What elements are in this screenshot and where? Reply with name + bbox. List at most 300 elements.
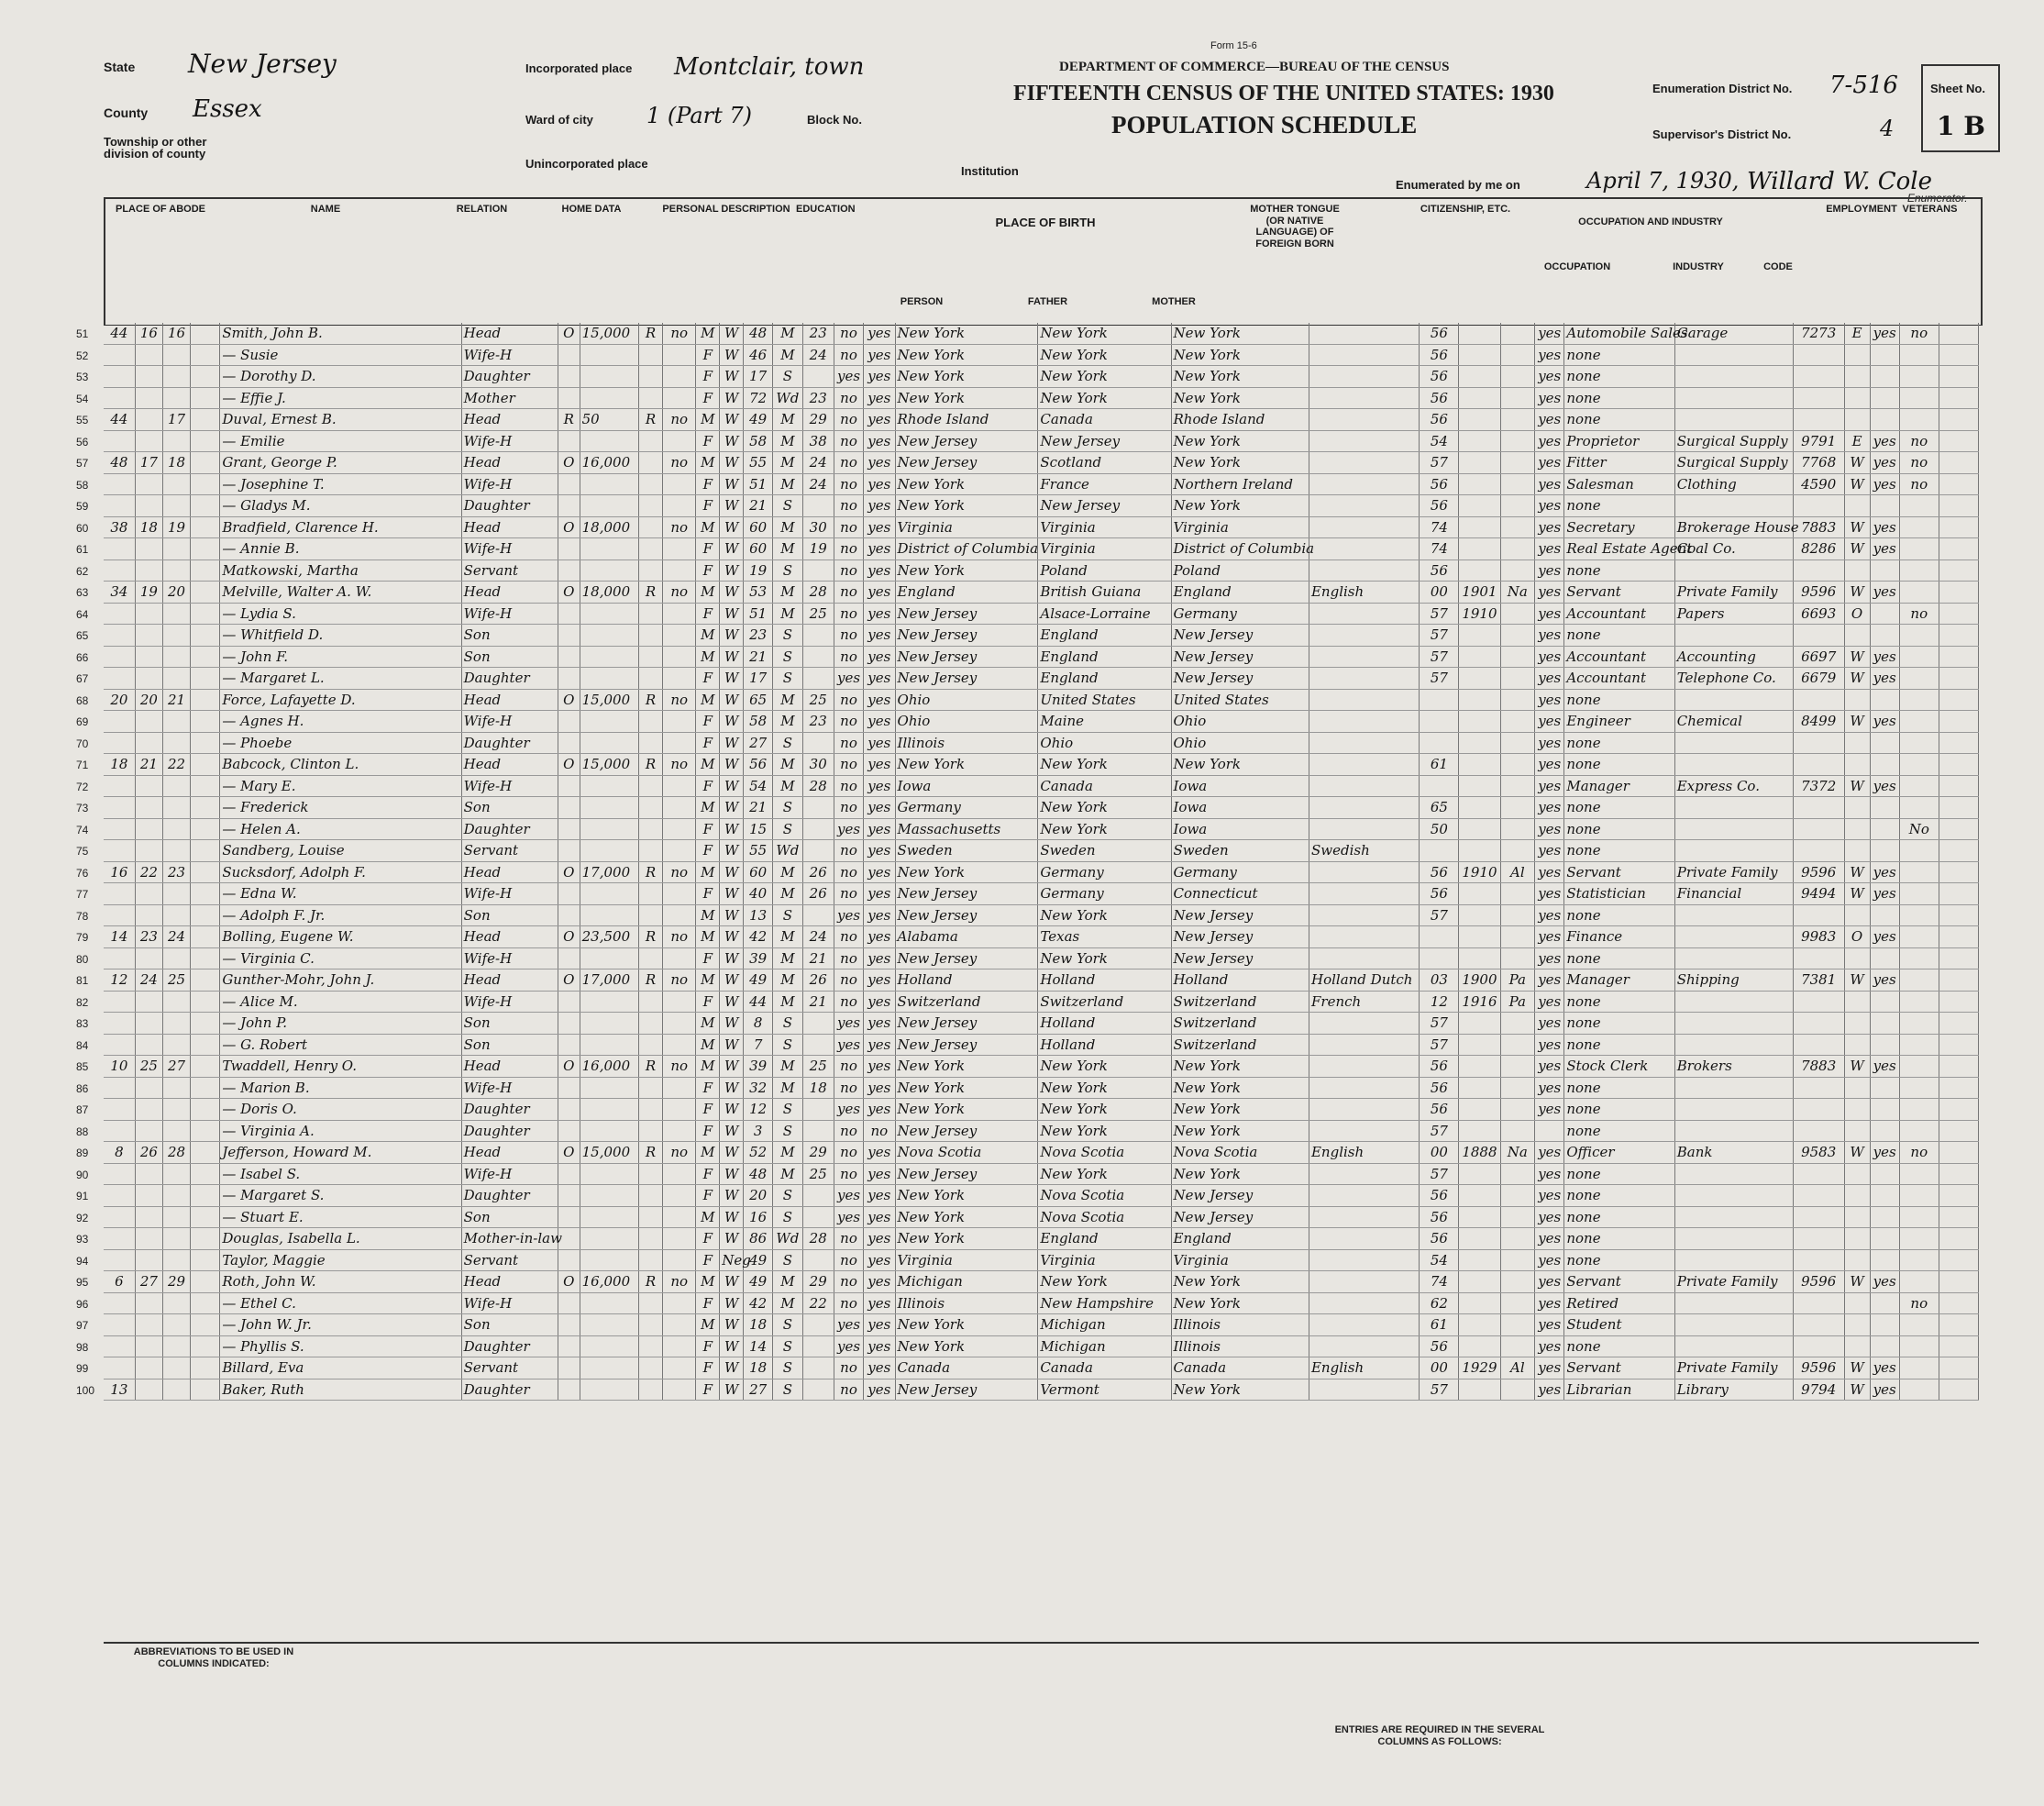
cell-tongue [1309,1120,1419,1142]
cell-val [580,1249,638,1271]
cell-ind: Surgical Supply [1674,430,1793,452]
cell-ms: M [773,1142,802,1164]
cell-age: 48 [744,1163,773,1185]
cell-sex: F [696,1335,720,1357]
cell-yimm [1459,560,1500,582]
cell-age: 58 [744,711,773,733]
cell-mpob: New York [1171,1120,1309,1142]
cell-ind: Express Co. [1674,775,1793,797]
cell-yimm [1459,840,1500,862]
cell-blank2 [1939,409,1978,431]
cell-dw [135,344,162,366]
cell-name: — Mary E. [220,775,461,797]
cell-dw: 19 [135,582,162,604]
cell-sex: M [696,646,720,668]
cell-st [104,473,135,495]
cell-val [580,1292,638,1314]
cell-dw [135,668,162,690]
cell-fpob: Germany [1038,861,1171,883]
cell-fam [162,1163,190,1185]
cell-eng: yes [1535,840,1564,862]
cell-name: Babcock, Clinton L. [220,754,461,776]
cell-oc [1793,560,1844,582]
cell-code [1420,711,1459,733]
cell-sex: M [696,452,720,474]
cell-mpob: New York [1171,1077,1309,1099]
table-row [104,904,1979,926]
cell-cw [1844,818,1870,840]
cell-st [104,538,135,560]
cell-vet [1899,969,1939,992]
cell-ms: S [773,495,802,517]
table-row [104,1142,1979,1164]
cell-ms: M [773,689,802,711]
cell-age: 21 [744,495,773,517]
cell-val [580,818,638,840]
cell-st: 44 [104,409,135,431]
cell-rel: Head [461,516,558,538]
cell-sch: no [834,452,863,474]
cell-ind [1674,991,1793,1013]
cell-ms: S [773,1120,802,1142]
cell-val [580,840,638,862]
cell-am [802,732,834,754]
cell-sex: M [696,409,720,431]
cell-radio [639,495,663,517]
cell-rd: yes [864,560,895,582]
cell-rel: Daughter [461,1185,558,1207]
cell-mpob: New York [1171,1056,1309,1078]
cell-age: 16 [744,1206,773,1228]
cell-st: 18 [104,754,135,776]
cell-yimm [1459,495,1500,517]
line-number: 68 [76,693,89,707]
cell-mpob: Rhode Island [1171,409,1309,431]
cell-age: 18 [744,1314,773,1336]
cell-mpob: New Jersey [1171,1206,1309,1228]
cell-rd: yes [864,797,895,819]
cell-eng: yes [1535,1379,1564,1401]
cell-emp: yes [1870,969,1899,992]
cell-farm [662,818,696,840]
cell-rd: yes [864,1185,895,1207]
cell-mpob: New York [1171,754,1309,776]
cell-farm [662,560,696,582]
cell-ms: S [773,1034,802,1056]
cell-radio [639,538,663,560]
cell-dw: 22 [135,861,162,883]
cell-occ: Officer [1564,1142,1674,1164]
cell-tongue [1309,883,1419,905]
cell-race: W [720,1163,744,1185]
cell-age: 27 [744,1379,773,1401]
line-number: 89 [76,1147,89,1159]
cell-dw [135,775,162,797]
cell-cw: W [1844,883,1870,905]
cell-emp: yes [1870,668,1899,690]
cell-code: 56 [1420,366,1459,388]
cell-oc: 4590 [1793,473,1844,495]
cell-blank2 [1939,1185,1978,1207]
cell-name: — Gladys M. [220,495,461,517]
cell-rd: yes [864,625,895,647]
cell-fpob: Germany [1038,883,1171,905]
cell-tongue [1309,560,1419,582]
cell-vet [1899,861,1939,883]
cell-vet [1899,775,1939,797]
cell-am: 26 [802,861,834,883]
cell-blank2 [1939,495,1978,517]
cell-race: W [720,1357,744,1379]
cell-nat [1500,560,1535,582]
cell-mpob: Canada [1171,1357,1309,1379]
cell-am [802,818,834,840]
cell-cw [1844,754,1870,776]
table-row [104,732,1979,754]
cell-fpob: New York [1038,344,1171,366]
cell-pob: Iowa [895,775,1038,797]
cell-eng: yes [1535,969,1564,992]
cell-ms: Wd [773,840,802,862]
cell-ms: M [773,323,802,344]
cell-fam [162,1034,190,1056]
cell-oc: 9983 [1793,926,1844,948]
cell-blank [191,582,220,604]
enum-district-label: Enumeration District No. [1652,82,1793,95]
cell-blank2 [1939,1120,1978,1142]
cell-ten [558,818,580,840]
cell-name: — Dorothy D. [220,366,461,388]
line-number: 91 [76,1190,89,1202]
cell-occ: none [1564,1335,1674,1357]
cell-am: 25 [802,689,834,711]
county-value: Essex [193,95,262,123]
cell-farm [662,1120,696,1142]
cell-oc [1793,732,1844,754]
cell-rel: Head [461,689,558,711]
cell-am: 29 [802,1271,834,1293]
cell-sch: no [834,516,863,538]
table-row [104,969,1979,992]
cell-radio [639,452,663,474]
cell-radio [639,1120,663,1142]
cell-sch: no [834,495,863,517]
cell-occ: none [1564,1013,1674,1035]
cell-rd: yes [864,1206,895,1228]
cell-ind [1674,625,1793,647]
cell-rd: yes [864,473,895,495]
cell-tongue [1309,926,1419,948]
cell-blank2 [1939,560,1978,582]
cell-code: 00 [1420,1357,1459,1379]
cell-tongue [1309,344,1419,366]
cell-radio [639,1249,663,1271]
cell-yimm: 1900 [1459,969,1500,992]
cell-race: Neg [720,1249,744,1271]
cell-nat: Al [1500,861,1535,883]
cell-st: 13 [104,1379,135,1401]
cell-dw [135,625,162,647]
cell-radio [639,1206,663,1228]
cell-sch: no [834,754,863,776]
table-row [104,991,1979,1013]
cell-rd: yes [864,495,895,517]
cell-eng: yes [1535,538,1564,560]
table-row [104,1335,1979,1357]
cell-pob: New Jersey [895,1163,1038,1185]
cell-age: 60 [744,516,773,538]
cell-sex: M [696,689,720,711]
cell-farm [662,646,696,668]
cell-occ: Salesman [1564,473,1674,495]
cell-occ: none [1564,818,1674,840]
cell-code: 56 [1420,1185,1459,1207]
cell-cw: W [1844,1357,1870,1379]
cell-cw: W [1844,711,1870,733]
cell-radio [639,991,663,1013]
cell-cw: W [1844,1142,1870,1164]
cell-tongue [1309,387,1419,409]
cell-sex: F [696,495,720,517]
cell-mpob: Switzerland [1171,1034,1309,1056]
cell-fpob: Ohio [1038,732,1171,754]
cell-age: 65 [744,689,773,711]
cell-farm [662,344,696,366]
cell-tongue [1309,861,1419,883]
table-row [104,560,1979,582]
cell-ten [558,625,580,647]
cell-occ: none [1564,1099,1674,1121]
cell-yimm [1459,732,1500,754]
cell-vet: no [1899,1142,1939,1164]
cell-yimm [1459,904,1500,926]
cell-age: 49 [744,409,773,431]
cell-mpob: Nova Scotia [1171,1142,1309,1164]
cell-ten [558,1357,580,1379]
cell-oc [1793,1228,1844,1250]
cell-code: 54 [1420,430,1459,452]
cell-farm [662,840,696,862]
cell-am: 38 [802,430,834,452]
cell-blank [191,1013,220,1035]
cell-yimm: 1901 [1459,582,1500,604]
cell-code: 12 [1420,991,1459,1013]
cell-cw [1844,1206,1870,1228]
cell-eng: yes [1535,1142,1564,1164]
line-number: 63 [76,586,89,599]
cell-mpob: England [1171,1228,1309,1250]
cell-name: — Phyllis S. [220,1335,461,1357]
cell-yimm [1459,1120,1500,1142]
line-number: 78 [76,909,89,923]
cell-radio [639,1314,663,1336]
cell-blank [191,344,220,366]
cell-sex: M [696,797,720,819]
cell-tongue [1309,1034,1419,1056]
cell-vet [1899,1379,1939,1401]
cell-vet [1899,947,1939,969]
cell-mpob: Illinois [1171,1314,1309,1336]
cell-cw: E [1844,430,1870,452]
cell-ind [1674,904,1793,926]
cell-race: W [720,603,744,625]
cell-blank [191,323,220,344]
cell-occ: none [1564,1206,1674,1228]
cell-rel: Wife-H [461,1163,558,1185]
cell-rd: yes [864,582,895,604]
table-row [104,840,1979,862]
cell-dw: 20 [135,689,162,711]
cell-ten [558,430,580,452]
cell-occ: none [1564,797,1674,819]
cell-nat [1500,1314,1535,1336]
cell-occ: Retired [1564,1292,1674,1314]
cell-rd: yes [864,538,895,560]
cell-sch: no [834,926,863,948]
cell-am [802,797,834,819]
table-row [104,1379,1979,1401]
line-number: 79 [76,931,89,944]
cell-fam: 16 [162,323,190,344]
cell-occ: none [1564,1077,1674,1099]
cell-ten [558,840,580,862]
cell-dw [135,495,162,517]
cell-race: W [720,1271,744,1293]
cell-ten: O [558,689,580,711]
cell-oc: 8286 [1793,538,1844,560]
cell-tongue [1309,732,1419,754]
cell-sch: yes [834,366,863,388]
cell-fam: 27 [162,1056,190,1078]
cell-blank2 [1939,1034,1978,1056]
cell-fam: 18 [162,452,190,474]
cell-emp [1870,560,1899,582]
cell-race: W [720,861,744,883]
cell-yimm [1459,1292,1500,1314]
cell-sex: F [696,947,720,969]
cell-blank2 [1939,861,1978,883]
cell-ten [558,1249,580,1271]
cell-mpob: District of Columbia [1171,538,1309,560]
cell-sex: F [696,538,720,560]
cell-ten [558,366,580,388]
cell-dw [135,1379,162,1401]
cell-mpob: Illinois [1171,1335,1309,1357]
cell-dw [135,538,162,560]
cell-ms: S [773,818,802,840]
cell-vet [1899,1120,1939,1142]
cell-pob: New York [895,1335,1038,1357]
cell-dw [135,1185,162,1207]
cell-radio: R [639,861,663,883]
cell-blank2 [1939,1357,1978,1379]
cell-val [580,1379,638,1401]
cell-blank [191,1206,220,1228]
cell-occ: Engineer [1564,711,1674,733]
cell-ms: M [773,344,802,366]
cell-age: 48 [744,323,773,344]
cell-sex: F [696,344,720,366]
cell-fpob: New York [1038,1271,1171,1293]
cell-farm [662,1099,696,1121]
cell-emp: yes [1870,473,1899,495]
cell-mpob: Virginia [1171,1249,1309,1271]
table-row [104,1228,1979,1250]
cell-oc: 7372 [1793,775,1844,797]
cell-nat [1500,625,1535,647]
cell-pob: Massachusetts [895,818,1038,840]
cell-ms: M [773,452,802,474]
cell-mpob: England [1171,582,1309,604]
cell-ten [558,344,580,366]
cell-mpob: New York [1171,1271,1309,1293]
cell-ms: M [773,926,802,948]
cell-age: 60 [744,538,773,560]
cell-sch: yes [834,1314,863,1336]
cell-fam [162,1099,190,1121]
cell-race: W [720,1185,744,1207]
cell-sch: yes [834,1013,863,1035]
cell-sex: M [696,1314,720,1336]
cell-ms: S [773,797,802,819]
cell-blank [191,516,220,538]
cell-race: W [720,1077,744,1099]
cell-sex: M [696,1013,720,1035]
cell-farm: no [662,861,696,883]
cell-emp: yes [1870,1357,1899,1379]
cell-occ: Finance [1564,926,1674,948]
cell-ten [558,1013,580,1035]
cell-rel: Head [461,1271,558,1293]
cell-rel: Head [461,323,558,344]
cell-rel: Wife-H [461,991,558,1013]
cell-age: 49 [744,969,773,992]
cell-oc [1793,344,1844,366]
cell-cw [1844,732,1870,754]
cell-sex: M [696,1206,720,1228]
cell-cw [1844,947,1870,969]
cell-emp: yes [1870,1142,1899,1164]
cell-rel: Son [461,1206,558,1228]
cell-fam [162,904,190,926]
cell-eng: yes [1535,387,1564,409]
cell-fpob: New York [1038,366,1171,388]
cell-oc [1793,1292,1844,1314]
cell-vet: no [1899,452,1939,474]
line-number: 83 [76,1017,89,1030]
cell-race: W [720,1034,744,1056]
cell-st [104,1185,135,1207]
cell-ten [558,711,580,733]
cell-ten: O [558,1271,580,1293]
cell-am: 22 [802,1292,834,1314]
cell-rd: yes [864,452,895,474]
cell-sch: no [834,1249,863,1271]
table-row [104,947,1979,969]
cell-age: 15 [744,818,773,840]
cell-name: Gunther-Mohr, John J. [220,969,461,992]
table-row [104,1206,1979,1228]
cell-blank2 [1939,732,1978,754]
cell-radio: R [639,1142,663,1164]
cell-tongue [1309,625,1419,647]
cell-ms: Wd [773,1228,802,1250]
cell-am: 25 [802,1163,834,1185]
cell-name: — Emilie [220,430,461,452]
cell-mpob: New York [1171,1292,1309,1314]
cell-mpob: New Jersey [1171,668,1309,690]
cell-blank2 [1939,969,1978,992]
